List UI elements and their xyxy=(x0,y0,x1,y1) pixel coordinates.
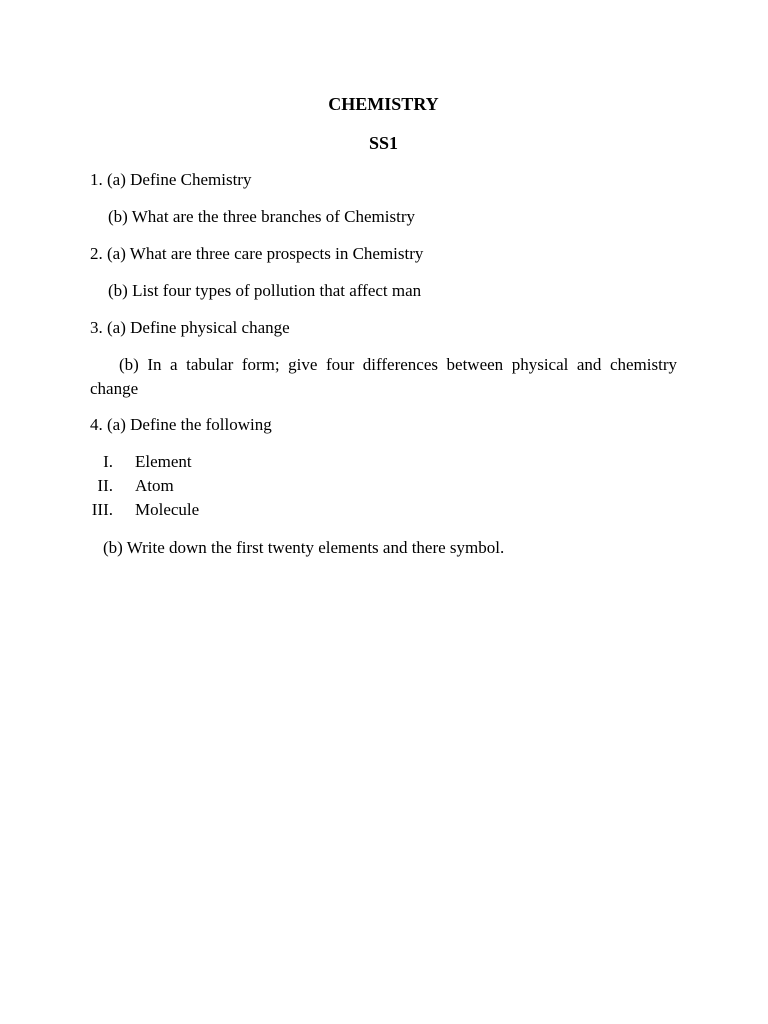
list-item xyxy=(90,475,390,497)
list-item-text: Atom xyxy=(135,476,174,495)
question-1a: 1. (a) Define Chemistry xyxy=(90,170,252,189)
question-3b: (b) In a tabular form; give four differences between physical and chemistry change xyxy=(90,355,677,398)
list-item-numeral: III. xyxy=(91,500,113,519)
list-item xyxy=(90,499,390,521)
list-item-numeral: II. xyxy=(97,476,113,495)
question-3a: 3. (a) Define physical change xyxy=(90,318,290,337)
question-1b: (b) What are the three branches of Chemistry xyxy=(108,207,415,226)
question-4b: (b) Write down the first twenty elements and there symbol. xyxy=(103,538,505,557)
document-subtitle: SS1 xyxy=(368,133,399,153)
list-item-text: Element xyxy=(135,452,192,471)
question-2b: (b) List four types of pollution that affect man xyxy=(108,281,422,300)
list-item-numeral: I. xyxy=(103,452,113,471)
question-2a: 2. (a) What are three care prospects in Chemistry xyxy=(90,244,424,263)
list-item-text: Molecule xyxy=(135,500,200,519)
list-item xyxy=(90,451,390,473)
question-4a: 4. (a) Define the following xyxy=(90,415,272,434)
document-title: CHEMISTRY xyxy=(328,94,439,114)
